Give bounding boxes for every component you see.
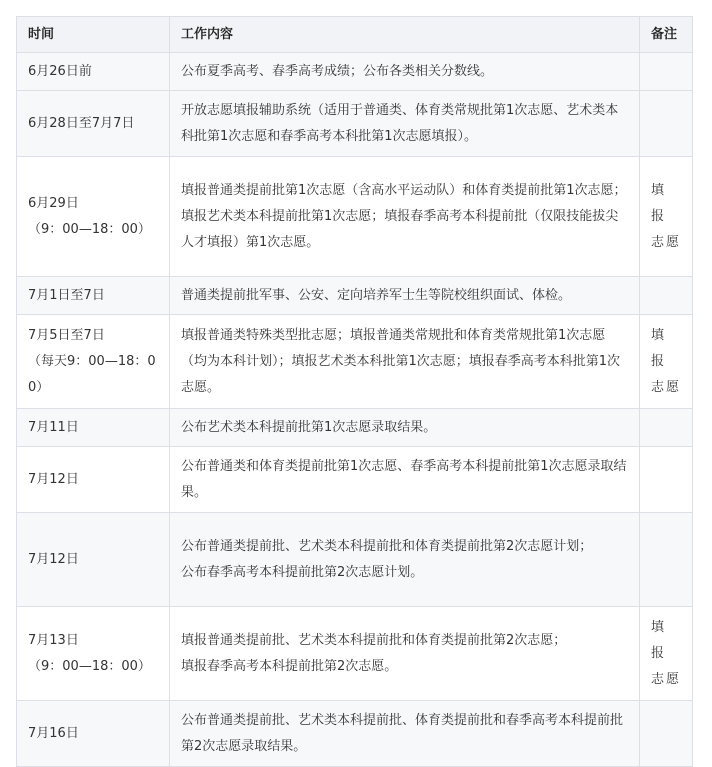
cell-note <box>640 277 693 315</box>
cell-note <box>640 607 693 701</box>
cell-content-text: 公布普通类提前批、艺术类本科提前批和体育类提前批第2次志愿计划； <box>181 538 593 554</box>
cell-time-text: （9：00—18：00） <box>28 658 151 674</box>
table-row <box>17 701 693 767</box>
table-body <box>17 53 693 767</box>
cell-content <box>170 53 640 91</box>
cell-content <box>170 513 640 607</box>
table-header <box>17 17 693 53</box>
cell-content <box>170 701 640 767</box>
table-row <box>17 447 693 513</box>
cell-content-text: 填报普通类提前批第1次志愿（含高水平运动队）和体育类提前批第1次志愿； <box>181 182 627 198</box>
cell-time <box>17 157 170 277</box>
cell-content-text: 填报春季高考本科提前批第2次志愿。 <box>181 658 398 674</box>
header-time: 时间 <box>17 17 170 53</box>
cell-time <box>17 607 170 701</box>
cell-note-text: 填 报 <box>651 327 667 369</box>
table-row <box>17 277 693 315</box>
cell-note-text: 志愿 <box>651 234 682 250</box>
cell-note <box>640 409 693 447</box>
cell-time-text: 7月12日 <box>28 471 79 487</box>
schedule-table-wrapper <box>16 16 692 767</box>
cell-content-text: 普通类提前批军事、公安、定向培养军士生等院校组织面试、体检。 <box>181 287 572 303</box>
cell-time-text: 7月1日至7日 <box>28 287 105 303</box>
cell-note <box>640 513 693 607</box>
cell-note <box>640 53 693 91</box>
cell-time <box>17 277 170 315</box>
table-row <box>17 315 693 409</box>
cell-time-text: 7月5日至7日 <box>28 327 105 343</box>
cell-note-text: 填 报 <box>651 619 667 661</box>
table-row <box>17 91 693 157</box>
cell-note <box>640 91 693 157</box>
cell-time-text: 7月13日 <box>28 632 79 648</box>
cell-content-text: 公布夏季高考、春季高考成绩；公布各类相关分数线。 <box>181 63 494 79</box>
cell-note-text: 填 报 <box>651 182 667 224</box>
table-row <box>17 53 693 91</box>
cell-time <box>17 409 170 447</box>
cell-time <box>17 701 170 767</box>
cell-content <box>170 409 640 447</box>
cell-note <box>640 701 693 767</box>
cell-content <box>170 315 640 409</box>
cell-time-text: 6月28日至7月7日 <box>28 115 135 131</box>
cell-content-text: 公布艺术类本科提前批第1次志愿录取结果。 <box>181 419 437 435</box>
cell-content <box>170 91 640 157</box>
cell-content-text: 开放志愿填报辅助系统（适用于普通类、体育类常规批第1次志愿、艺术类本科批第1次志愿和春季高考本科批第1次志愿填报）。 <box>181 102 619 144</box>
cell-time-text: 7月12日 <box>28 551 79 567</box>
cell-content-text: 填报普通类特殊类型批志愿；填报普通类常规批和体育类常规批第1次志愿（均为本科计划）；填报艺术类本科批第1次志愿；填报春季高考本科批第1次志愿。 <box>181 327 621 395</box>
cell-time <box>17 315 170 409</box>
table-row <box>17 607 693 701</box>
cell-content <box>170 607 640 701</box>
cell-content <box>170 157 640 277</box>
cell-time <box>17 91 170 157</box>
table-row <box>17 513 693 607</box>
cell-time <box>17 53 170 91</box>
cell-time-text: （9：00—18：00） <box>28 221 151 237</box>
cell-content <box>170 277 640 315</box>
cell-time-text: 6月29日 <box>28 195 79 211</box>
cell-content-text: 公布普通类提前批、艺术类本科提前批、体育类提前批和春季高考本科提前批第2次志愿录取结果。 <box>181 712 624 754</box>
cell-time <box>17 513 170 607</box>
cell-time <box>17 447 170 513</box>
header-content: 工作内容 <box>170 17 640 53</box>
cell-time-text: 7月16日 <box>28 725 79 741</box>
cell-note <box>640 315 693 409</box>
header-row <box>17 17 693 53</box>
cell-content <box>170 447 640 513</box>
schedule-table <box>16 16 693 767</box>
table-row <box>17 157 693 277</box>
cell-content-text: 公布普通类和体育类提前批第1次志愿、春季高考本科提前批第1次志愿录取结果。 <box>181 458 627 500</box>
cell-time-text: 6月26日前 <box>28 63 92 79</box>
cell-note <box>640 447 693 513</box>
cell-note-text: 志愿 <box>651 379 682 395</box>
header-note: 备注 <box>640 17 693 53</box>
cell-note <box>640 157 693 277</box>
cell-note-text: 志愿 <box>651 671 682 687</box>
cell-content-text: 公布春季高考本科提前批第2次志愿计划。 <box>181 564 424 580</box>
table-row <box>17 409 693 447</box>
cell-time-text: （每天9：00—18：00） <box>28 353 156 395</box>
cell-time-text: 7月11日 <box>28 419 79 435</box>
cell-content-text: 填报艺术类本科提前批第1次志愿；填报春季高考本科提前批（仅限技能拔尖人才填报）第1次志愿。 <box>181 208 619 250</box>
cell-content-text: 填报普通类提前批、艺术类本科提前批和体育类提前批第2次志愿； <box>181 632 567 648</box>
